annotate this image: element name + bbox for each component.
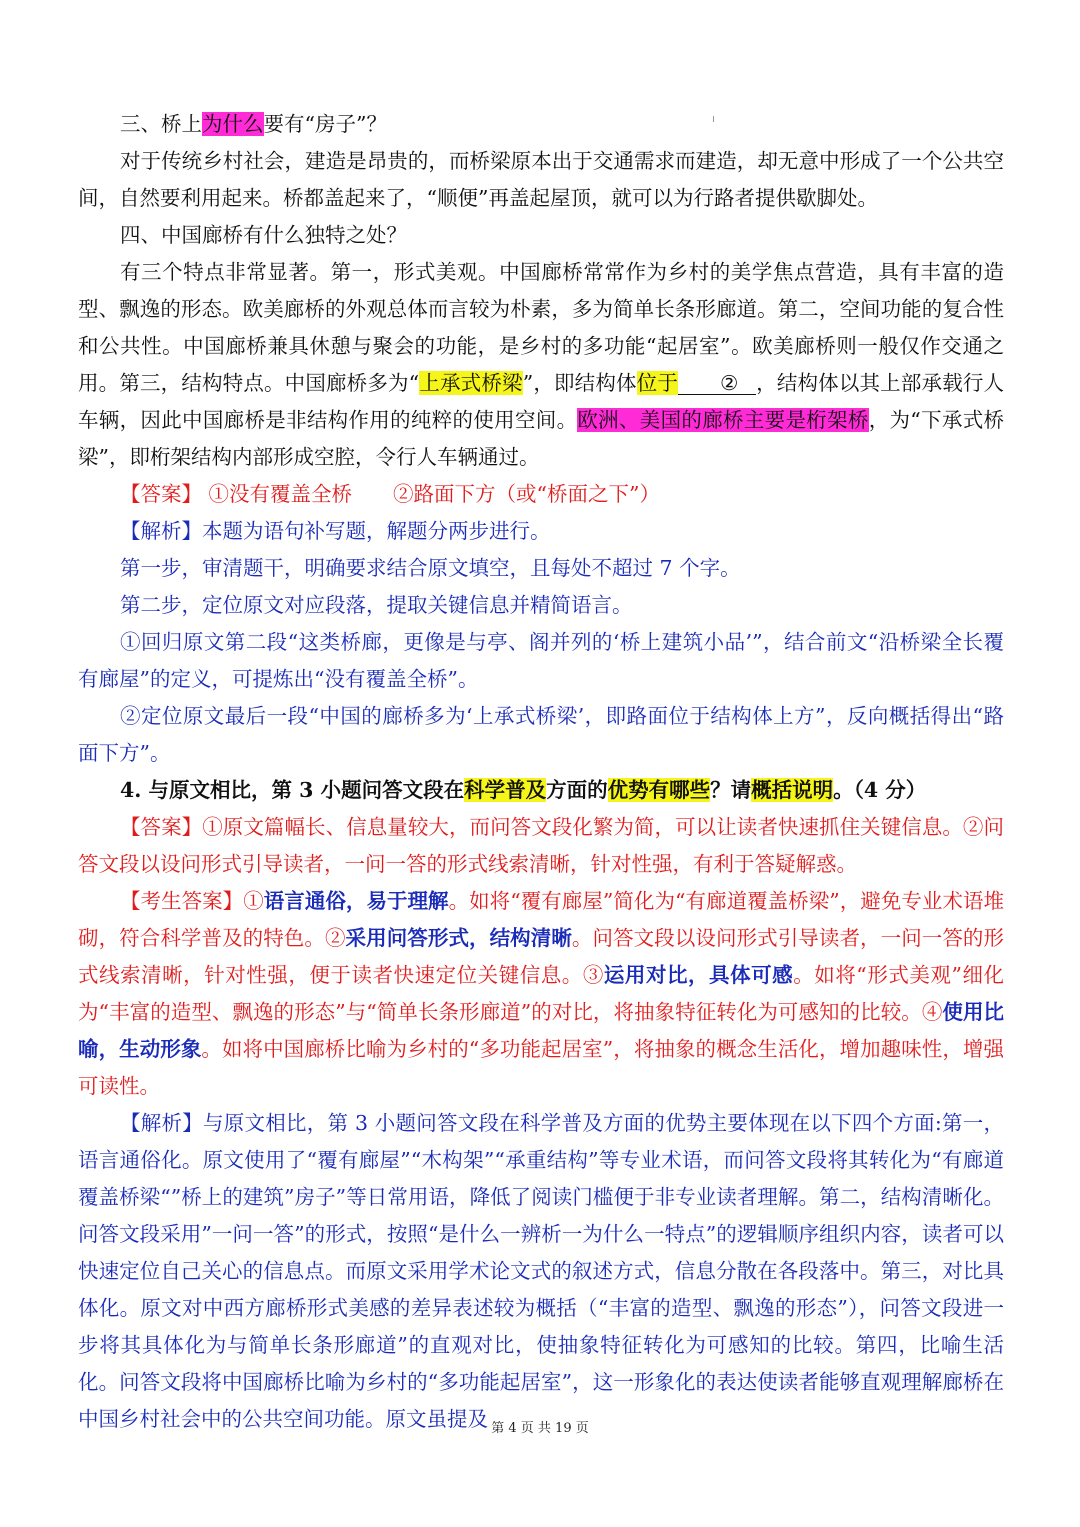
key-point-1: 语言通俗，易于理解: [263, 889, 449, 913]
highlight-upper-bridge: 上承式桥梁: [419, 371, 523, 395]
student-answer: 【考生答案】①语言通俗，易于理解。如将“覆有廊屋”简化为“有廊道覆盖桥梁”，避免专业术语堆砌，符合科学普及的特色。②采用问答形式，结构清晰。问答文段以设问形式引导读者，一问一答的形式线索清晰，针对性强，便于读者快速定位关键信息。③运用对比，具体可感。如将“形式美观”细化为“丰富的造型、飘逸的形态”与“简单长条形廊道”的对比，将抽象特征转化为可感知的比较。④使用比喻，生动形象。如将中国廊桥比喻为乡村的“多功能起居室”，将抽象的概念生活化，增加趣味性，增强可读性。: [78, 889, 1005, 1098]
answer-1: 【答案】 ①没有覆盖全桥 ②路面下方（或“桥面之下”）: [120, 482, 660, 506]
highlight-science-popularization: 科学普及: [464, 778, 547, 802]
analysis-1-point1: ①回归原文第二段“这类桥廊，更像是与亭、阁并列的‘桥上建筑小品’”，结合前文“沿桥梁全长覆有廊屋”的定义，可提炼出“没有覆盖全桥”。: [78, 630, 1004, 691]
key-point-4: 使用比喻，生动形象: [78, 1000, 1005, 1061]
key-point-2: 采用问答形式，结构清晰: [345, 926, 572, 950]
section-heading-4: 四、中国廊桥有什么独特之处？: [120, 223, 407, 247]
highlight-truss-bridge: 欧洲、美国的廊桥主要是桁架桥: [577, 408, 869, 432]
key-point-3: 运用对比，具体可感: [603, 963, 794, 987]
highlight-located: 位于: [636, 371, 679, 395]
analysis-1-point2: ②定位原文最后一段“中国的廊桥多为‘上承式桥梁’，即路面位于结构体上方”，反向概括得出“路面下方”。: [78, 704, 1004, 765]
analysis-1-intro: 【解析】本题为语句补写题，解题分两步进行。: [120, 519, 551, 543]
question-4: 4. 与原文相比，第 3 小题问答文段在科学普及方面的优势有哪些？请概括说明。（4 分）: [120, 778, 927, 802]
highlight-why: 为什么: [202, 112, 264, 136]
highlight-summarize: 概括说明: [751, 778, 834, 802]
section-heading-3: 三、桥上为什么要有“房子”？: [120, 112, 387, 136]
fill-blank-2: ②: [678, 372, 756, 395]
highlight-advantages: 优势有哪些: [607, 778, 711, 802]
analysis-2: 【解析】与原文相比，第 3 小题问答文段在科学普及方面的优势主要体现在以下四个方面:第一，语言通俗化。原文使用了“覆有廊屋”“木构架”“承重结构”等专业术语，而问答文段将其转化为“有廊道覆盖桥梁“”桥上的建筑”房子”等日常用语，降低了阅读门槛便于非专业读者理解。第二，结构清晰化。问答文段采用”一问一答”的形式，按照“是什么一辨析一为什么一特点”的逻辑顺序组织内容，读者可以快速定位自己关心的信息点。而原文采用学术论文式的叙述方式，信息分散在各段落中。第三，对比具体化。原文对中西方廊桥形式美感的差异表述较为概括（“丰富的造型、飘逸的形态”），问答文段进一步将其具体化为与简单长条形廊道”的直观对比，使抽象特征转化为可感知的比较。第四，比喻生活化。问答文段将中国廊桥比喻为乡村的“多功能起居室”，这一形象化的表达使读者能够直观理解廊桥在中国乡村社会中的公共空间功能。原文虽提及: [78, 1111, 1004, 1431]
answer-2: 【答案】①原文篇幅长、信息量较大，而问答文段化繁为简，可以让读者快速抓住关键信息。②问答文段以设问形式引导读者，一问一答的形式线索清晰，针对性强，有利于答疑解惑。: [78, 815, 1004, 876]
page-footer: 第 4 页 共 19 页: [491, 1421, 589, 1436]
analysis-1-step2: 第二步，定位原文对应段落，提取关键信息并精简语言。: [120, 593, 633, 617]
section-3-body: 对于传统乡村社会，建造是昂贵的，而桥梁原本出于交通需求而建造，却无意中形成了一个公共空间，自然要利用起来。桥都盖起来了，“顺便”再盖起屋顶，就可以为行路者提供歇脚处。: [78, 149, 1004, 210]
analysis-1-step1: 第一步，审清题干，明确要求结合原文填空，且每处不超过 7 个字。: [120, 556, 741, 580]
section-4-body: 有三个特点非常显著。第一，形式美观。中国廊桥常常作为乡村的美学焦点营造，具有丰富的造型、飘逸的形态。欧美廊桥的外观总体而言较为朴素，多为简单长条形廊道。第二，空间功能的复合性和公共性。中国廊桥兼具休憩与聚会的功能，是乡村的多功能“起居室”。欧美廊桥则一般仅作交通之用。第三，结构特点。中国廊桥多为“上承式桥梁”，即结构体位于 ② ，结构体以其上部承载行人车辆，因此中国廊桥是非结构作用的纯粹的使用空间。欧洲、美国的廊桥主要是桁架桥，为“下承式桥梁”，即桁架结构内部形成空腔，令行人车辆通过。: [78, 260, 1005, 469]
